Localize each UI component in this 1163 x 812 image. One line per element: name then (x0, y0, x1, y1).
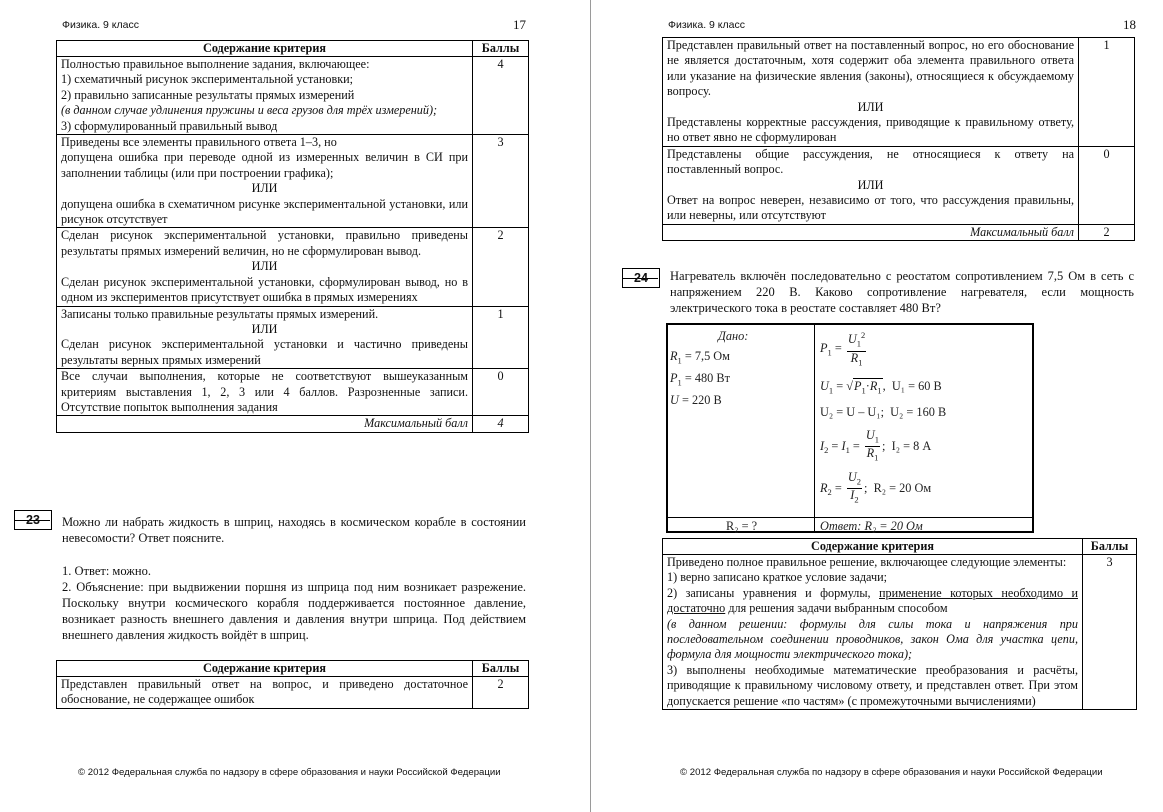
table-row (663, 38, 1135, 147)
table-row (663, 555, 1137, 710)
or-separator: ИЛИ (251, 321, 278, 336)
criteria-text: Представлен правильный ответ на поставленный вопрос, но его обоснование не является достаточным, хотя содержит оба элемента правильного ответа или указание на физические явления (законы), относящиеся к обсуждаемому вопросу. (667, 38, 1074, 99)
max-score-label: Максимальный балл (663, 224, 1079, 240)
criteria-text: Сделан рисунок экспериментальной установки и частично приведены результаты верных прямых измерений (61, 337, 468, 367)
criteria-note: (в данном решении: формулы для силы тока и напряжения при последовательном соединении проводников, закон Ома для участка цепи, формула для мощности электрического тока); (667, 616, 1078, 662)
score-cell: 2 (473, 228, 529, 306)
criteria-text: Ответ на вопрос неверен, независимо от того, что рассуждения правильны, или неверны, или отсутствуют (667, 193, 1074, 223)
page-header (56, 17, 596, 33)
max-score-value: 2 (1079, 224, 1135, 240)
criteria-text: 1) верно записано краткое условие задачи; (667, 570, 888, 585)
question-23-text: Можно ли набрать жидкость в шприц, находясь в космическом корабле в состоянии невесомости? Ответ поясните. (62, 515, 526, 545)
max-score-label: Максимальный балл (57, 416, 473, 432)
question-number-23: 23 (14, 510, 52, 530)
given-label: Дано: (718, 329, 749, 343)
criteria-table-23 (56, 660, 529, 709)
table-header-points: Баллы (1083, 539, 1137, 555)
criteria-text: Приведены все элементы правильного ответа 1–3, но (61, 135, 337, 150)
or-separator: ИЛИ (251, 259, 278, 274)
table-header-points: Баллы (473, 661, 529, 677)
criteria-text: Приведено полное правильное решение, включающее следующие элементы: (667, 555, 1067, 569)
table-row (57, 416, 529, 432)
given-p1: $P_1 = 480$ Вт (670, 371, 730, 388)
max-score-value: 4 (473, 416, 529, 432)
or-separator: ИЛИ (857, 99, 884, 114)
subject-label: Физика. 9 класс (62, 19, 139, 31)
table-header-content: Содержание критерия (663, 539, 1083, 555)
find-value: R₂ = ? (726, 519, 758, 533)
criteria-text: 3) выполнены необходимые математические преобразования и расчёты, приводящие к правильному числовому ответу, и представлен ответ. При этом допускается решение «по частям» (с промежуточными вычислениями) (667, 662, 1078, 708)
formula-voltage-u1: $U_1 = √P_1\cdot R_1$, U₁ = 60 В (820, 379, 942, 396)
criteria-text: допущена ошибка в схематичном рисунке экспериментальной установки, или рисунок отсутствует (61, 196, 468, 227)
or-separator: ИЛИ (857, 177, 884, 192)
given-u: U = 220 В (670, 393, 722, 407)
solution-box (666, 323, 1034, 533)
answer-value: Ответ: R₂ = 20 Ом (820, 519, 923, 533)
criteria-text: Представлены корректные рассуждения, приводящие к правильному ответу, но ответ явно не сформулирован (667, 115, 1074, 145)
score-cell: 0 (473, 369, 529, 416)
criteria-text: Представлены общие рассуждения, не относящиеся к ответу на поставленный вопрос. (667, 146, 1074, 177)
given-r1: $R_1 = 7,5$ Ом (670, 349, 730, 366)
score-cell: 3 (473, 135, 529, 228)
formula-current: $I_2 = I_1$ = $\frac{U_1}{R_1}$ ; I₂ = 8 А (820, 428, 932, 463)
answer-explanation: 2. Объяснение: при выдвижении поршня из шприца под ним возникает разрежение. Поскольку внутри космического корабля поддерживается постоянное давление, возникает разность внешнего давления и давления внутри шприца. Под действием внешнего давления жидкость войдёт в шприц. (62, 580, 526, 642)
copyright-footer: © 2012 Федеральная служба по надзору в сфере образования и науки Российской Федерации (78, 767, 501, 778)
table-row (57, 306, 529, 369)
table-row (57, 228, 529, 306)
formula-voltage-u2: U₂ = U – U₁; U₂ = 160 В (820, 405, 947, 419)
page-number: 18 (1123, 17, 1136, 32)
criteria-text: 3) сформулированный правильный вывод (61, 118, 278, 133)
criteria-text: Сделан рисунок экспериментальной установки, сформулирован вывод, но в одном из экспериментов присутствует ошибка в прямых измерениях (61, 274, 468, 305)
criteria-table-22 (56, 40, 529, 433)
formula-power: $P_1$ = $\frac{U_1^2}{R_1}$ (820, 330, 866, 367)
criteria-text: Представлен правильный ответ на вопрос, и приведено достаточное обоснование, не содержащее ошибок (61, 677, 468, 707)
table-row (57, 677, 529, 709)
page-header (662, 17, 1136, 33)
score-cell: 3 (1083, 555, 1137, 710)
criteria-text: Полностью правильное выполнение задания, включающее: (61, 57, 370, 71)
criteria-table-24 (662, 538, 1137, 710)
table-header-content: Содержание критерия (57, 41, 473, 57)
score-cell: 0 (1079, 146, 1135, 224)
formula-resistance: $R_2$ = $\frac{U_2}{I_2}$ ; R₂ = 20 Ом (820, 470, 932, 505)
criteria-text: 2) записаны уравнения и формулы, применение которых необходимо и достаточно для решения задачи выбранным способом (667, 585, 1078, 616)
criteria-text: 1) схематичный рисунок экспериментальной установки; (61, 72, 354, 87)
table-row (57, 369, 529, 416)
table-row (663, 224, 1135, 240)
score-cell: 4 (473, 57, 529, 135)
criteria-note: (в данном случае удлинения пружины и веса грузов для трёх измерений); (61, 103, 438, 118)
copyright-footer: © 2012 Федеральная служба по надзору в сфере образования и науки Российской Федерации (680, 767, 1103, 778)
score-cell: 1 (1079, 38, 1135, 147)
solution-divider-horizontal (668, 517, 1032, 518)
question-24-text: Нагреватель включён последовательно с реостатом сопротивлением 7,5 Ом в сеть с напряжением 220 В. Каково сопротивление нагревателя, если мощность электрического тока в реостате составляет 480 Вт? (670, 269, 1134, 315)
question-number-24: 24 (622, 268, 660, 288)
left-page (26, 0, 596, 812)
table-row (57, 135, 529, 228)
subject-label: Физика. 9 класс (668, 19, 745, 31)
score-cell: 1 (473, 306, 529, 369)
page-divider (590, 0, 591, 812)
table-row (57, 57, 529, 135)
solution-divider-vertical (814, 325, 815, 531)
or-separator: ИЛИ (251, 181, 278, 196)
answer-line-1: 1. Ответ: можно. (62, 564, 151, 578)
underlined-phrase: применение которых необходимо и достаточно (667, 585, 1078, 616)
criteria-text: Записаны только правильные результаты прямых измерений. (61, 306, 379, 321)
table-row (663, 146, 1135, 224)
score-cell: 2 (473, 677, 529, 709)
page-number: 17 (513, 17, 526, 32)
criteria-table-23-cont (662, 37, 1135, 241)
criteria-text: Сделан рисунок экспериментальной установки, правильно приведены результаты прямых измерений величин, но не сформулирован вывод. (61, 228, 468, 258)
criteria-text: 2) правильно записанные результаты прямых измерений (61, 87, 355, 102)
table-header-content: Содержание критерия (57, 661, 473, 677)
table-header-points: Баллы (473, 41, 529, 57)
criteria-text: допущена ошибка при переводе одной из измеренных величин в СИ при заполнении таблицы (или при построении графика); (61, 150, 468, 180)
criteria-text: Все случаи выполнения, которые не соответствуют вышеуказанным критериям выставления 1, 2, 3 или 4 баллов. Разрозненные записи. Отсутствие попыток выполнения задания (61, 369, 468, 414)
